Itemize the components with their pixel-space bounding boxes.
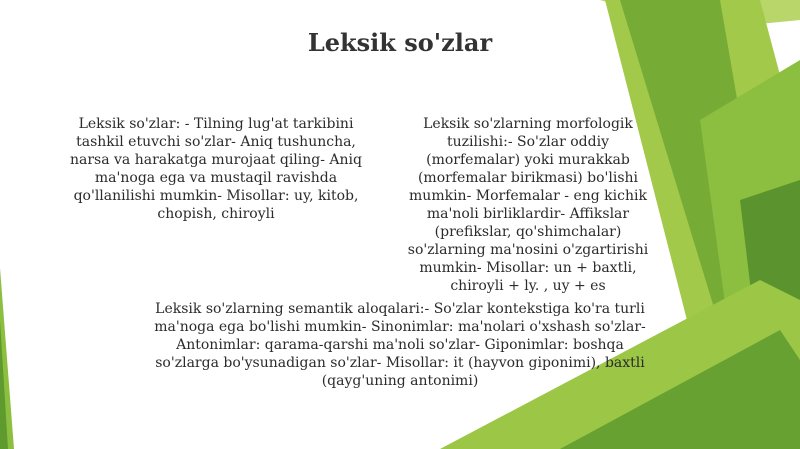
lexical-words-definition: Leksik so'zlar: - Tilning lug'at tarkibini tashkil etuvchi so'zlar- Aniq tushuncha, narsa va harakatga murojaat qiling- Aniq ma'noga ega va mustaqil ravishda qo'llanilishi mumkin- Misollar: uy, kitob, chopish, chiroyli [69, 116, 362, 222]
semantic-relations-text: Leksik so'zlarning semantik aloqalari:- So'zlar kontekstiga ko'ra turli ma'noga ega bo'lishi mumkin- Sinonimlar: ma'nolari o'xshash so'zlar- Antonimlar: qarama-qarshi ma'noli so'zlar- Giponimlar: boshqa so'zlarga bo'ysunadigan so'zlar- Misollar: it (hayvon giponimi), baxtli (qayg'uning antonimi) [154, 301, 646, 389]
morphological-structure-text: Leksik so'zlarning morfologik tuzilishi:- So'zlar oddiy (morfemalar) yoki murakkab (morfemalar birikmasi) bo'lishi mumkin- Morfemalar - eng kichik ma'noli birliklardir- Affikslar (prefikslar, qo'shimchalar) so'zlarning ma'nosini o'zgartirishi mumkin- Misollar: un + baxtli, chiroyli + ly. , uy + es [407, 116, 649, 294]
slide-title: Leksik so'zlar [307, 28, 493, 57]
